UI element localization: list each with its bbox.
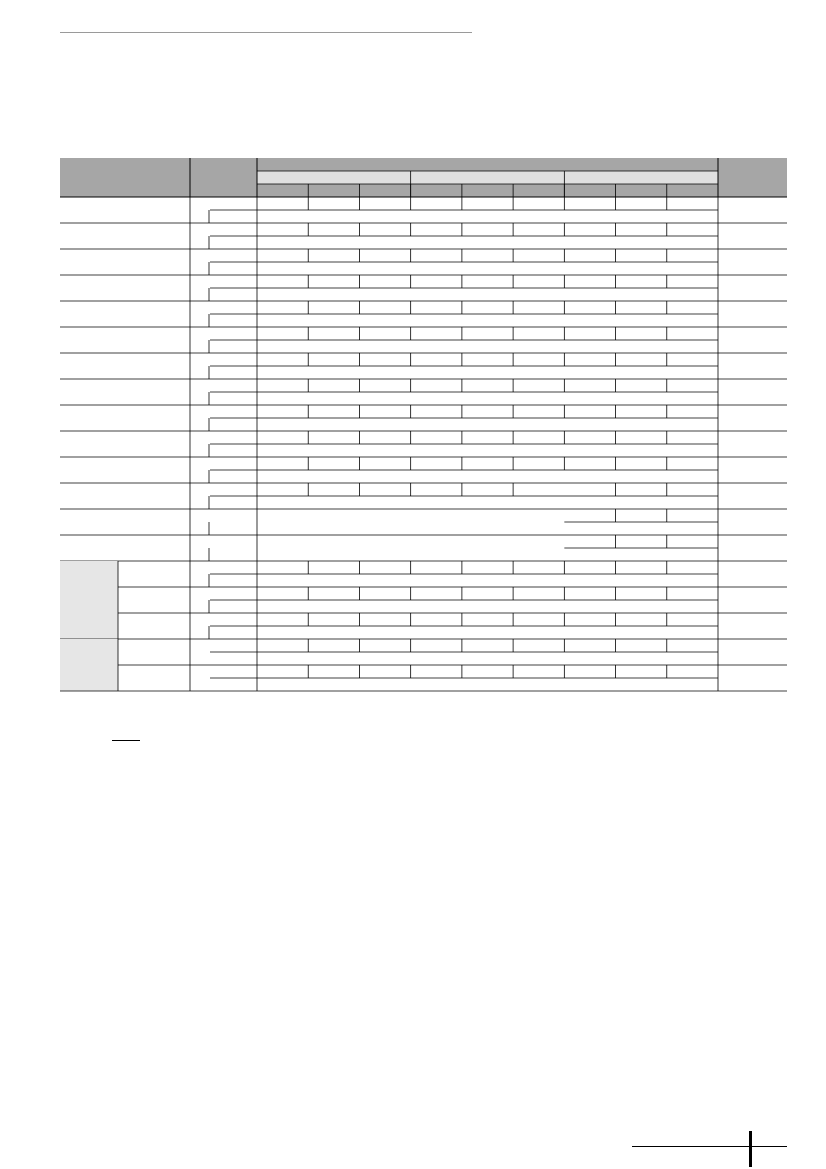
header-main-group-cell [257,158,718,171]
row-group-side-cell [60,561,118,639]
note-underline [112,740,140,741]
header-item-cell [60,158,257,197]
footer-bar [749,1131,752,1167]
header-subcolumn-row [257,184,718,197]
footer-rule [632,1146,787,1147]
row-group-side-cell [60,639,118,691]
header-group-row [257,171,718,184]
header-remarks-cell [718,158,787,197]
